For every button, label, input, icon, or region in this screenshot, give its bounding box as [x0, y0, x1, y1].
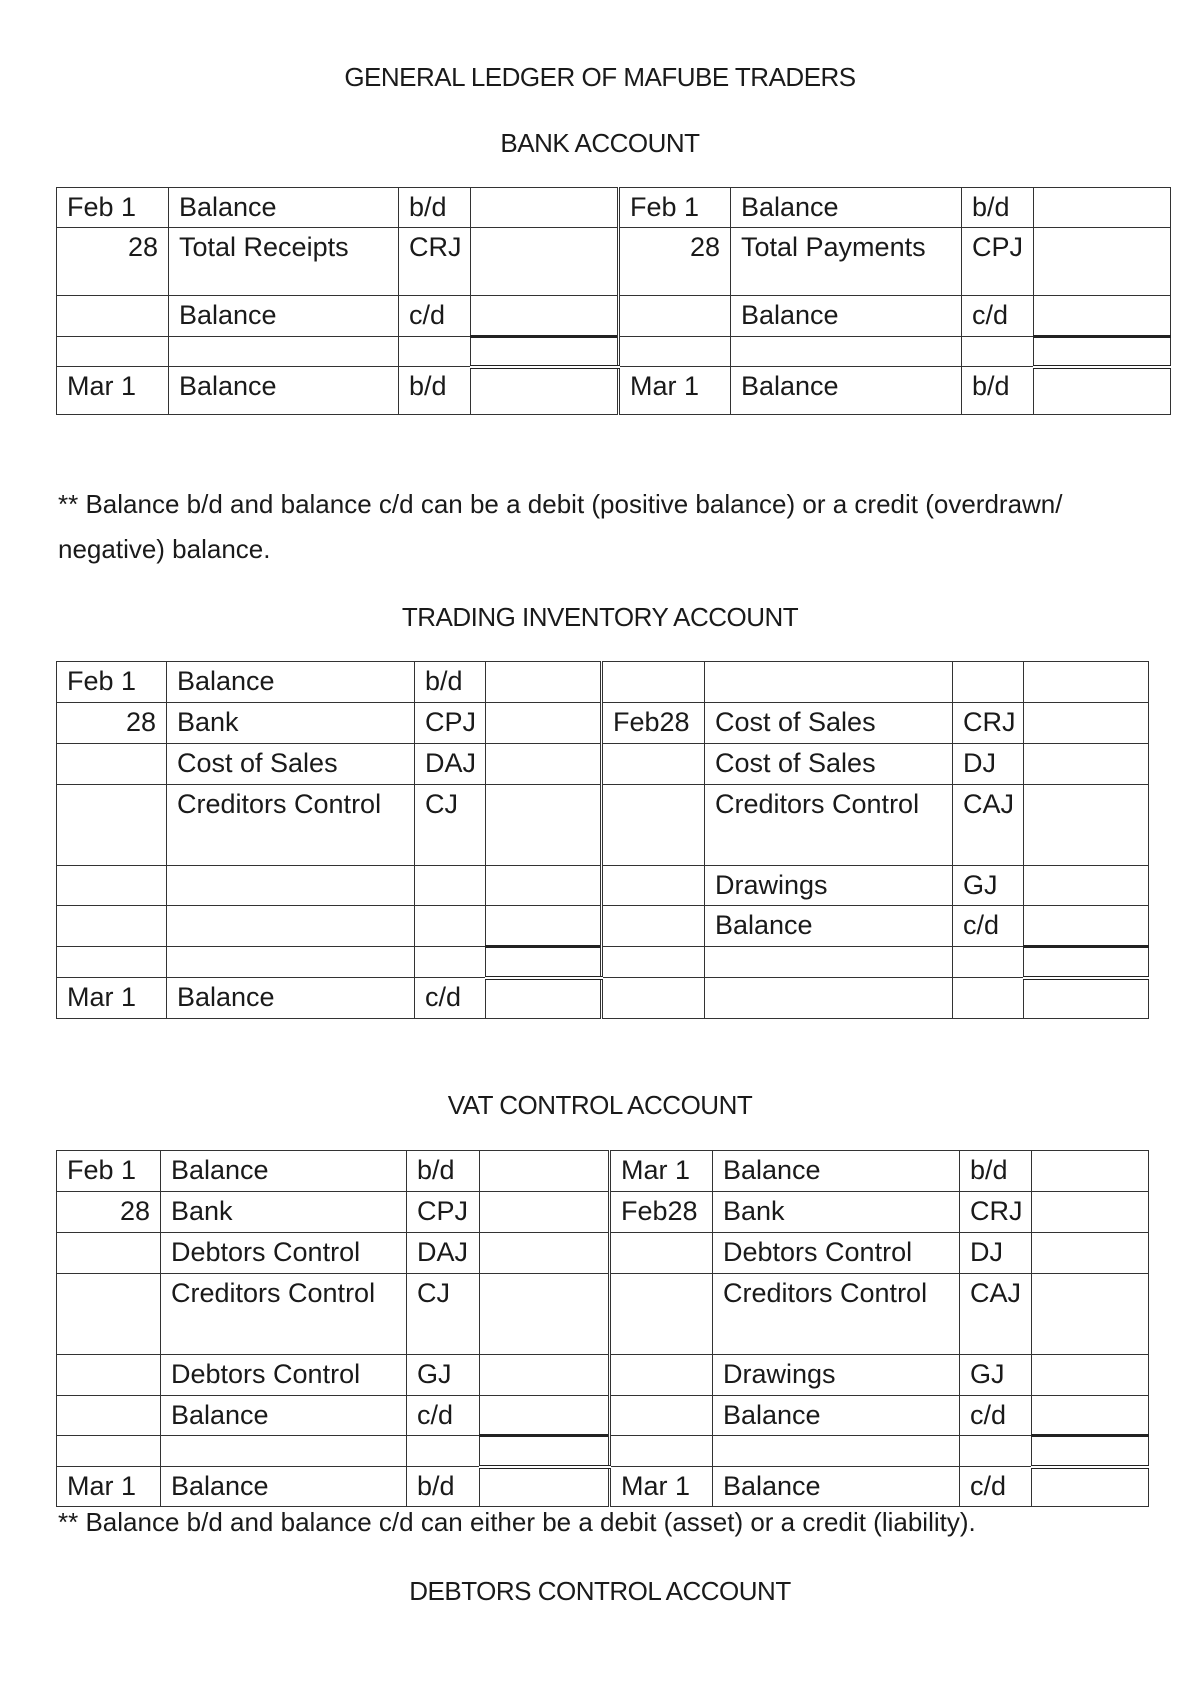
- details-cell: Creditors Control: [167, 785, 415, 866]
- amount-cell: [471, 228, 619, 296]
- folio-cell: GJ: [960, 1355, 1032, 1396]
- amount-cell: [480, 1274, 610, 1355]
- date-cell: [602, 785, 705, 866]
- table-row: [57, 744, 1149, 785]
- table-row: [57, 785, 1149, 866]
- total-cell: [471, 337, 619, 367]
- details-cell: Drawings: [705, 866, 953, 906]
- folio-cell: c/d: [960, 1467, 1032, 1507]
- date-cell: [619, 296, 731, 337]
- details-cell: Cost of Sales: [167, 744, 415, 785]
- table-row: [57, 1151, 1149, 1192]
- folio-cell: GJ: [407, 1355, 480, 1396]
- folio-cell: [415, 866, 486, 906]
- folio-cell: DJ: [953, 744, 1024, 785]
- folio-cell: b/d: [962, 367, 1034, 415]
- table-row: [57, 703, 1149, 744]
- table-row: [57, 662, 1149, 703]
- details-cell: Balance: [705, 906, 953, 947]
- amount-cell: [1024, 703, 1149, 744]
- amount-cell: [1024, 785, 1149, 866]
- details-cell: Total Receipts: [169, 228, 399, 296]
- amount-cell: [486, 703, 602, 744]
- date-cell: [610, 1396, 713, 1436]
- date-cell: 28: [57, 703, 167, 744]
- details-cell: Balance: [713, 1396, 960, 1436]
- date-cell: [57, 337, 169, 367]
- table-row: [57, 1396, 1149, 1436]
- date-cell: [602, 947, 705, 978]
- details-cell: Balance: [161, 1467, 407, 1507]
- folio-cell: DAJ: [415, 744, 486, 785]
- details-cell: [705, 662, 953, 703]
- date-cell: [610, 1436, 713, 1467]
- folio-cell: [960, 1436, 1032, 1467]
- total-cell: [480, 1436, 610, 1467]
- folio-cell: CPJ: [407, 1192, 480, 1233]
- date-cell: 28: [619, 228, 731, 296]
- date-cell: Feb28: [610, 1192, 713, 1233]
- table-row: [57, 1467, 1149, 1507]
- date-cell: [57, 866, 167, 906]
- folio-cell: [415, 947, 486, 978]
- details-cell: [169, 337, 399, 367]
- document-title: GENERAL LEDGER OF MAFUBE TRADERS: [344, 62, 856, 92]
- bank-note: ** Balance b/d and balance c/d can be a debit (positive balance) or a credit (overdrawn/ negative) balance.: [58, 489, 1063, 564]
- date-cell: 28: [57, 228, 169, 296]
- date-cell: Mar 1: [57, 978, 167, 1019]
- date-cell: Feb 1: [57, 662, 167, 703]
- date-cell: [610, 1233, 713, 1274]
- details-cell: [705, 947, 953, 978]
- table-row: [57, 1192, 1149, 1233]
- date-cell: [602, 906, 705, 947]
- folio-cell: CRJ: [953, 703, 1024, 744]
- folio-cell: CJ: [407, 1274, 480, 1355]
- total-cell: [1032, 1436, 1149, 1467]
- amount-cell: [1032, 1233, 1149, 1274]
- amount-cell: [1032, 1274, 1149, 1355]
- details-cell: Balance: [713, 1151, 960, 1192]
- amount-cell: [1024, 978, 1149, 1019]
- date-cell: [57, 1233, 161, 1274]
- date-cell: [602, 866, 705, 906]
- amount-cell: [1032, 1396, 1149, 1436]
- date-cell: Feb 1: [619, 188, 731, 228]
- table-row: [57, 296, 1171, 337]
- table-row: [57, 906, 1149, 947]
- vat-note: ** Balance b/d and balance c/d can either be a debit (asset) or a credit (liability).: [58, 1507, 976, 1537]
- date-cell: Mar 1: [57, 367, 169, 415]
- date-cell: [602, 744, 705, 785]
- table-row: [57, 866, 1149, 906]
- details-cell: Bank: [713, 1192, 960, 1233]
- details-cell: Balance: [169, 188, 399, 228]
- folio-cell: b/d: [399, 188, 471, 228]
- details-cell: [161, 1436, 407, 1467]
- folio-cell: b/d: [407, 1467, 480, 1507]
- total-cell: [1024, 947, 1149, 978]
- amount-cell: [1032, 1151, 1149, 1192]
- date-cell: Mar 1: [619, 367, 731, 415]
- folio-cell: DAJ: [407, 1233, 480, 1274]
- amount-cell: [1024, 906, 1149, 947]
- amount-cell: [471, 188, 619, 228]
- folio-cell: CRJ: [960, 1192, 1032, 1233]
- amount-cell: [1032, 1467, 1149, 1507]
- table-row: [57, 1274, 1149, 1355]
- details-cell: Balance: [167, 662, 415, 703]
- bank-account-heading: BANK ACCOUNT: [500, 128, 700, 158]
- amount-cell: [1024, 744, 1149, 785]
- details-cell: Creditors Control: [161, 1274, 407, 1355]
- folio-cell: GJ: [953, 866, 1024, 906]
- details-cell: [167, 947, 415, 978]
- folio-cell: [962, 337, 1034, 367]
- inventory-account-table: [56, 661, 1149, 1019]
- amount-cell: [480, 1233, 610, 1274]
- folio-cell: CAJ: [960, 1274, 1032, 1355]
- folio-cell: DJ: [960, 1233, 1032, 1274]
- details-cell: [713, 1436, 960, 1467]
- amount-cell: [480, 1396, 610, 1436]
- folio-cell: CPJ: [415, 703, 486, 744]
- amount-cell: [486, 906, 602, 947]
- inventory-account-heading: TRADING INVENTORY ACCOUNT: [401, 602, 799, 632]
- date-cell: [57, 296, 169, 337]
- details-cell: Balance: [161, 1396, 407, 1436]
- folio-cell: [399, 337, 471, 367]
- details-cell: [167, 866, 415, 906]
- date-cell: Feb 1: [57, 1151, 161, 1192]
- folio-cell: c/d: [407, 1396, 480, 1436]
- table-row: [57, 188, 1171, 228]
- date-cell: [57, 785, 167, 866]
- folio-cell: c/d: [415, 978, 486, 1019]
- details-cell: Debtors Control: [161, 1233, 407, 1274]
- folio-cell: c/d: [399, 296, 471, 337]
- date-cell: [610, 1355, 713, 1396]
- amount-cell: [486, 744, 602, 785]
- date-cell: Mar 1: [57, 1467, 161, 1507]
- table-row: [57, 947, 1149, 978]
- folio-cell: [953, 978, 1024, 1019]
- date-cell: [57, 1274, 161, 1355]
- table-row: [57, 1233, 1149, 1274]
- amount-cell: [471, 296, 619, 337]
- details-cell: Balance: [731, 296, 962, 337]
- folio-cell: [415, 906, 486, 947]
- folio-cell: c/d: [962, 296, 1034, 337]
- folio-cell: CJ: [415, 785, 486, 866]
- amount-cell: [1024, 662, 1149, 703]
- folio-cell: b/d: [962, 188, 1034, 228]
- amount-cell: [480, 1151, 610, 1192]
- details-cell: Bank: [161, 1192, 407, 1233]
- folio-cell: b/d: [407, 1151, 480, 1192]
- folio-cell: b/d: [415, 662, 486, 703]
- folio-cell: CAJ: [953, 785, 1024, 866]
- details-cell: Total Payments: [731, 228, 962, 296]
- folio-cell: [407, 1436, 480, 1467]
- date-cell: [602, 978, 705, 1019]
- table-row: [57, 367, 1171, 415]
- table-row: [57, 978, 1149, 1019]
- table-row: [57, 228, 1171, 296]
- details-cell: Balance: [169, 296, 399, 337]
- date-cell: [57, 906, 167, 947]
- details-cell: Balance: [161, 1151, 407, 1192]
- folio-cell: c/d: [953, 906, 1024, 947]
- details-cell: Balance: [167, 978, 415, 1019]
- table-row: [57, 1436, 1149, 1467]
- date-cell: [57, 947, 167, 978]
- folio-cell: c/d: [960, 1396, 1032, 1436]
- details-cell: [167, 906, 415, 947]
- details-cell: Creditors Control: [705, 785, 953, 866]
- vat-account-heading: VAT CONTROL ACCOUNT: [447, 1090, 753, 1120]
- amount-cell: [486, 866, 602, 906]
- details-cell: Drawings: [713, 1355, 960, 1396]
- date-cell: [57, 1436, 161, 1467]
- table-row: [57, 1355, 1149, 1396]
- folio-cell: CRJ: [399, 228, 471, 296]
- amount-cell: [486, 978, 602, 1019]
- date-cell: Mar 1: [610, 1467, 713, 1507]
- amount-cell: [1034, 296, 1171, 337]
- date-cell: Feb 1: [57, 188, 169, 228]
- details-cell: Cost of Sales: [705, 744, 953, 785]
- date-cell: [619, 337, 731, 367]
- amount-cell: [1034, 228, 1171, 296]
- folio-cell: CPJ: [962, 228, 1034, 296]
- details-cell: Balance: [731, 188, 962, 228]
- amount-cell: [480, 1467, 610, 1507]
- date-cell: [57, 1396, 161, 1436]
- details-cell: Balance: [169, 367, 399, 415]
- table-row: [57, 337, 1171, 367]
- details-cell: [731, 337, 962, 367]
- details-cell: [705, 978, 953, 1019]
- total-cell: [486, 947, 602, 978]
- amount-cell: [480, 1355, 610, 1396]
- folio-cell: [953, 947, 1024, 978]
- date-cell: [610, 1274, 713, 1355]
- amount-cell: [1032, 1355, 1149, 1396]
- date-cell: [57, 1355, 161, 1396]
- details-cell: Balance: [713, 1467, 960, 1507]
- amount-cell: [1024, 866, 1149, 906]
- bank-account-table: [56, 187, 1171, 415]
- folio-cell: b/d: [399, 367, 471, 415]
- amount-cell: [486, 785, 602, 866]
- date-cell: Feb28: [602, 703, 705, 744]
- amount-cell: [471, 367, 619, 415]
- amount-cell: [1034, 367, 1171, 415]
- details-cell: Debtors Control: [713, 1233, 960, 1274]
- date-cell: [602, 662, 705, 703]
- details-cell: Cost of Sales: [705, 703, 953, 744]
- date-cell: [57, 744, 167, 785]
- date-cell: Mar 1: [610, 1151, 713, 1192]
- folio-cell: b/d: [960, 1151, 1032, 1192]
- vat-account-table: [56, 1150, 1149, 1507]
- total-cell: [1034, 337, 1171, 367]
- details-cell: Creditors Control: [713, 1274, 960, 1355]
- details-cell: Balance: [731, 367, 962, 415]
- amount-cell: [1034, 188, 1171, 228]
- date-cell: 28: [57, 1192, 161, 1233]
- amount-cell: [480, 1192, 610, 1233]
- details-cell: Bank: [167, 703, 415, 744]
- amount-cell: [1032, 1192, 1149, 1233]
- amount-cell: [486, 662, 602, 703]
- folio-cell: [953, 662, 1024, 703]
- debtors-account-heading: DEBTORS CONTROL ACCOUNT: [409, 1576, 791, 1606]
- details-cell: Debtors Control: [161, 1355, 407, 1396]
